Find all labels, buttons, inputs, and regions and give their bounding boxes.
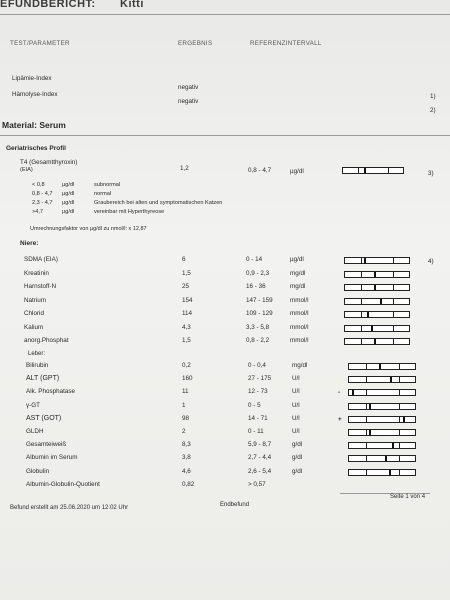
range-bar [344,284,410,291]
leber-unit: U/l [292,401,300,409]
range-bar-marker [364,168,366,173]
interp-unit: µg/dl [62,182,75,188]
leber-unit: g/dl [292,441,303,449]
niere-reference: 0,8 - 2,2 [246,337,270,344]
range-bar [344,271,410,278]
niere-param-name: Harnstoff-N [24,283,57,290]
range-bar [348,455,416,462]
patient-name: Kitti [120,0,144,10]
material-divider [0,135,450,136]
range-bar-boundary [388,167,389,174]
niere-unit: mg/dl [290,269,306,277]
leber-result: 2 [182,428,186,435]
leber-result: 98 [182,414,190,422]
niere-reference: 3,3 - 5,8 [246,323,270,331]
range-bar-boundary [393,311,394,318]
t4-result: 1,2 [180,165,189,172]
range-bar-boundary [393,284,394,291]
leber-reference: 5,9 - 8,7 [248,441,272,449]
niere-reference: 147 - 159 [246,296,273,304]
leber-reference: 27 - 175 [248,375,272,383]
range-bar-boundary [361,257,362,264]
column-test: TEST/PARAMETER [10,40,70,47]
leber-result: 0,2 [182,362,191,369]
niere-param-name: Kreatinin [24,269,49,277]
range-bar-marker [380,299,382,304]
leber-result: 4,6 [182,467,191,475]
t4-range-bar [342,167,404,174]
niere-unit: mmol/l [290,296,309,304]
niere-note: 4) [428,258,434,265]
niere-result: 1,5 [182,269,191,277]
interp-range: >4,7 [32,209,44,215]
niere-result: 114 [182,310,193,317]
range-bar-marker [390,377,392,382]
niere-reference: 0 - 14 [246,256,263,263]
t4-note: 3) [428,170,434,177]
range-bar-boundary [399,363,400,370]
leber-unit: U/l [292,414,300,422]
t4-label: T4 (Gesamtthyroxin) [20,159,78,166]
niere-param-name: Kalium [24,323,44,331]
range-bar-boundary [361,298,362,305]
range-bar [344,298,410,305]
interp-text: Graubereich bei alten und symptomatischen Katzen [94,200,223,206]
range-bar [344,338,410,345]
niere-param-name: anorg.Phosphat [24,337,69,344]
range-bar [348,469,416,476]
interp-text: subnormal [94,182,121,188]
leber-reference: 0 - 0,4 [248,362,266,369]
leber-unit: U/l [292,428,300,435]
niere-reference: 16 - 36 [246,283,266,290]
leber-reference: 0 - 11 [248,428,264,435]
range-bar-marker [371,326,373,331]
range-bar-boundary [366,455,367,462]
interp-text: vereinbar mit Hyperthyreose [94,209,165,215]
range-bar-marker [369,404,371,409]
column-result: ERGEBNIS [178,40,213,47]
range-bar-boundary [361,284,362,291]
niere-reference: 0,9 - 2,3 [246,269,270,277]
leber-heading: Leber: [28,351,46,357]
range-bar-boundary [366,376,367,383]
range-bar-boundary [393,325,394,332]
range-bar-boundary [399,389,400,396]
leber-param-name: γ-GT [26,401,40,409]
range-bar-marker [374,339,376,344]
range-bar-boundary [366,416,367,423]
leber-reference: > 0,57 [248,480,266,488]
leber-reference: 0 - 5 [248,401,261,409]
conversion-factor: Umrechnungsfaktor von µg/dl zu nmol/l: x 12,87 [30,226,147,232]
leber-reference: 14 - 71 [248,414,268,422]
leber-result: 11 [182,388,189,396]
range-bar-boundary [393,257,394,264]
report-title: EFUNDBERICHT: [0,0,96,10]
range-bar-marker [389,470,391,475]
range-bar-boundary [399,416,400,423]
range-bar-marker [374,285,376,290]
range-bar [348,442,416,449]
leber-unit: g/dl [292,467,303,475]
range-bar-marker [385,456,387,461]
leber-unit: g/dl [292,454,303,462]
range-bar-boundary [366,429,367,436]
range-bar-boundary [366,403,367,410]
niere-result: 1,5 [182,337,191,344]
range-bar-boundary [358,167,359,174]
t4-reference: 0,8 - 4,7 [248,167,272,174]
range-bar-marker [364,258,366,263]
report-header [0,0,450,12]
niere-unit: mg/dl [290,283,306,290]
interp-unit: µg/dl [62,209,75,215]
range-bar-boundary [399,403,400,410]
leber-param-name: Bilirubin [26,362,49,369]
range-bar [344,311,410,318]
niere-unit: mmol/l [290,310,309,317]
interp-range: 0,8 - 4,7 [32,191,53,197]
interp-range: 2,3 - 4,7 [32,200,53,206]
leber-param-name: Albumin im Serum [26,454,78,462]
leber-unit: U/l [292,388,300,396]
range-bar-marker [403,417,405,422]
leber-param-name: ALT (GPT) [26,375,60,383]
niere-result: 25 [182,283,190,290]
lipaemie-note: 1) [430,93,436,100]
range-bar [348,403,416,410]
range-bar-boundary [393,298,394,305]
range-bar-marker [367,312,369,317]
leber-result: 1 [182,401,186,409]
leber-reference: 2,6 - 5,4 [248,467,272,475]
leber-flag: - [338,389,341,397]
range-bar-boundary [361,338,362,345]
t4-unit: µg/dl [290,168,304,175]
range-bar-boundary [399,429,400,436]
leber-result: 8,3 [182,441,191,449]
range-bar-marker [392,443,394,448]
leber-flag: + [338,415,342,423]
lipaemie-label: Lipämie-Index [12,75,52,82]
column-reference: REFERENZINTERVALL [250,40,322,47]
interp-range: < 0,8 [32,182,45,188]
geriatric-heading: Geriatrisches Profil [6,145,66,152]
leber-result: 160 [182,375,193,383]
leber-param-name: AST (GOT) [26,414,62,422]
haemolyse-result: negativ [178,98,199,105]
niere-result: 4,3 [182,323,191,331]
range-bar-boundary [366,442,367,449]
leber-unit: mg/dl [292,362,308,369]
leber-param-name: Gesamteiweiß [26,441,67,449]
niere-unit: µg/dl [290,256,304,263]
range-bar-boundary [361,311,362,318]
niere-heading: Niere: [20,240,39,247]
leber-param-name: Globulin [26,467,50,475]
range-bar-boundary [399,469,400,476]
niere-param-name: SDMA (EIA) [24,256,58,263]
interp-unit: µg/dl [62,191,75,197]
range-bar [344,257,410,264]
interp-unit: µg/dl [62,200,75,206]
niere-unit: mmol/l [290,337,309,344]
range-bar-boundary [361,325,362,332]
range-bar-boundary [366,363,367,370]
range-bar [348,389,416,396]
leber-result: 3,8 [182,454,191,462]
niere-result: 6 [182,256,186,263]
leber-result: 0,82 [182,480,195,488]
footer-page: Seite 1 von 4 [390,494,426,500]
niere-reference: 109 - 129 [246,310,273,317]
niere-param-name: Natrium [24,296,47,304]
range-bar-boundary [399,442,400,449]
range-bar-marker [369,430,371,435]
range-bar-boundary [399,455,400,462]
leber-reference: 12 - 73 [248,388,268,396]
niere-result: 154 [182,296,193,304]
t4-method: (EIA) [20,167,33,173]
range-bar-boundary [393,271,394,278]
niere-param-name: Chlorid [24,310,44,317]
material-heading: Material: Serum [2,120,66,130]
range-bar-marker [379,364,381,369]
footer-created: Befund erstellt am 25.06.2020 um 12:02 Uhr [10,505,129,511]
haemolyse-note: 2) [430,107,436,114]
leber-param-name: GLDH [26,428,44,435]
range-bar-boundary [399,376,400,383]
range-bar [348,363,416,370]
leber-unit: U/l [292,375,300,383]
interp-text: normal [94,191,112,197]
lipaemie-result: negativ [178,84,199,91]
leber-reference: 2,7 - 4,4 [248,454,272,462]
niere-unit: mmol/l [290,323,309,331]
range-bar-marker [374,272,376,277]
haemolyse-label: Hämolyse-Index [12,91,58,98]
range-bar [348,416,416,423]
range-bar-boundary [366,389,367,396]
range-bar-boundary [366,469,367,476]
header-divider [0,14,450,15]
range-bar-boundary [361,271,362,278]
range-bar-boundary [393,338,394,345]
range-bar [348,429,416,436]
range-bar-marker [352,390,354,395]
leber-param-name: Albumin-Globulin-Quotient [26,480,100,488]
footer-status: Endbefund [220,502,250,508]
leber-param-name: Alk. Phosphatase [26,388,76,396]
range-bar [344,325,410,332]
range-bar [348,376,416,383]
